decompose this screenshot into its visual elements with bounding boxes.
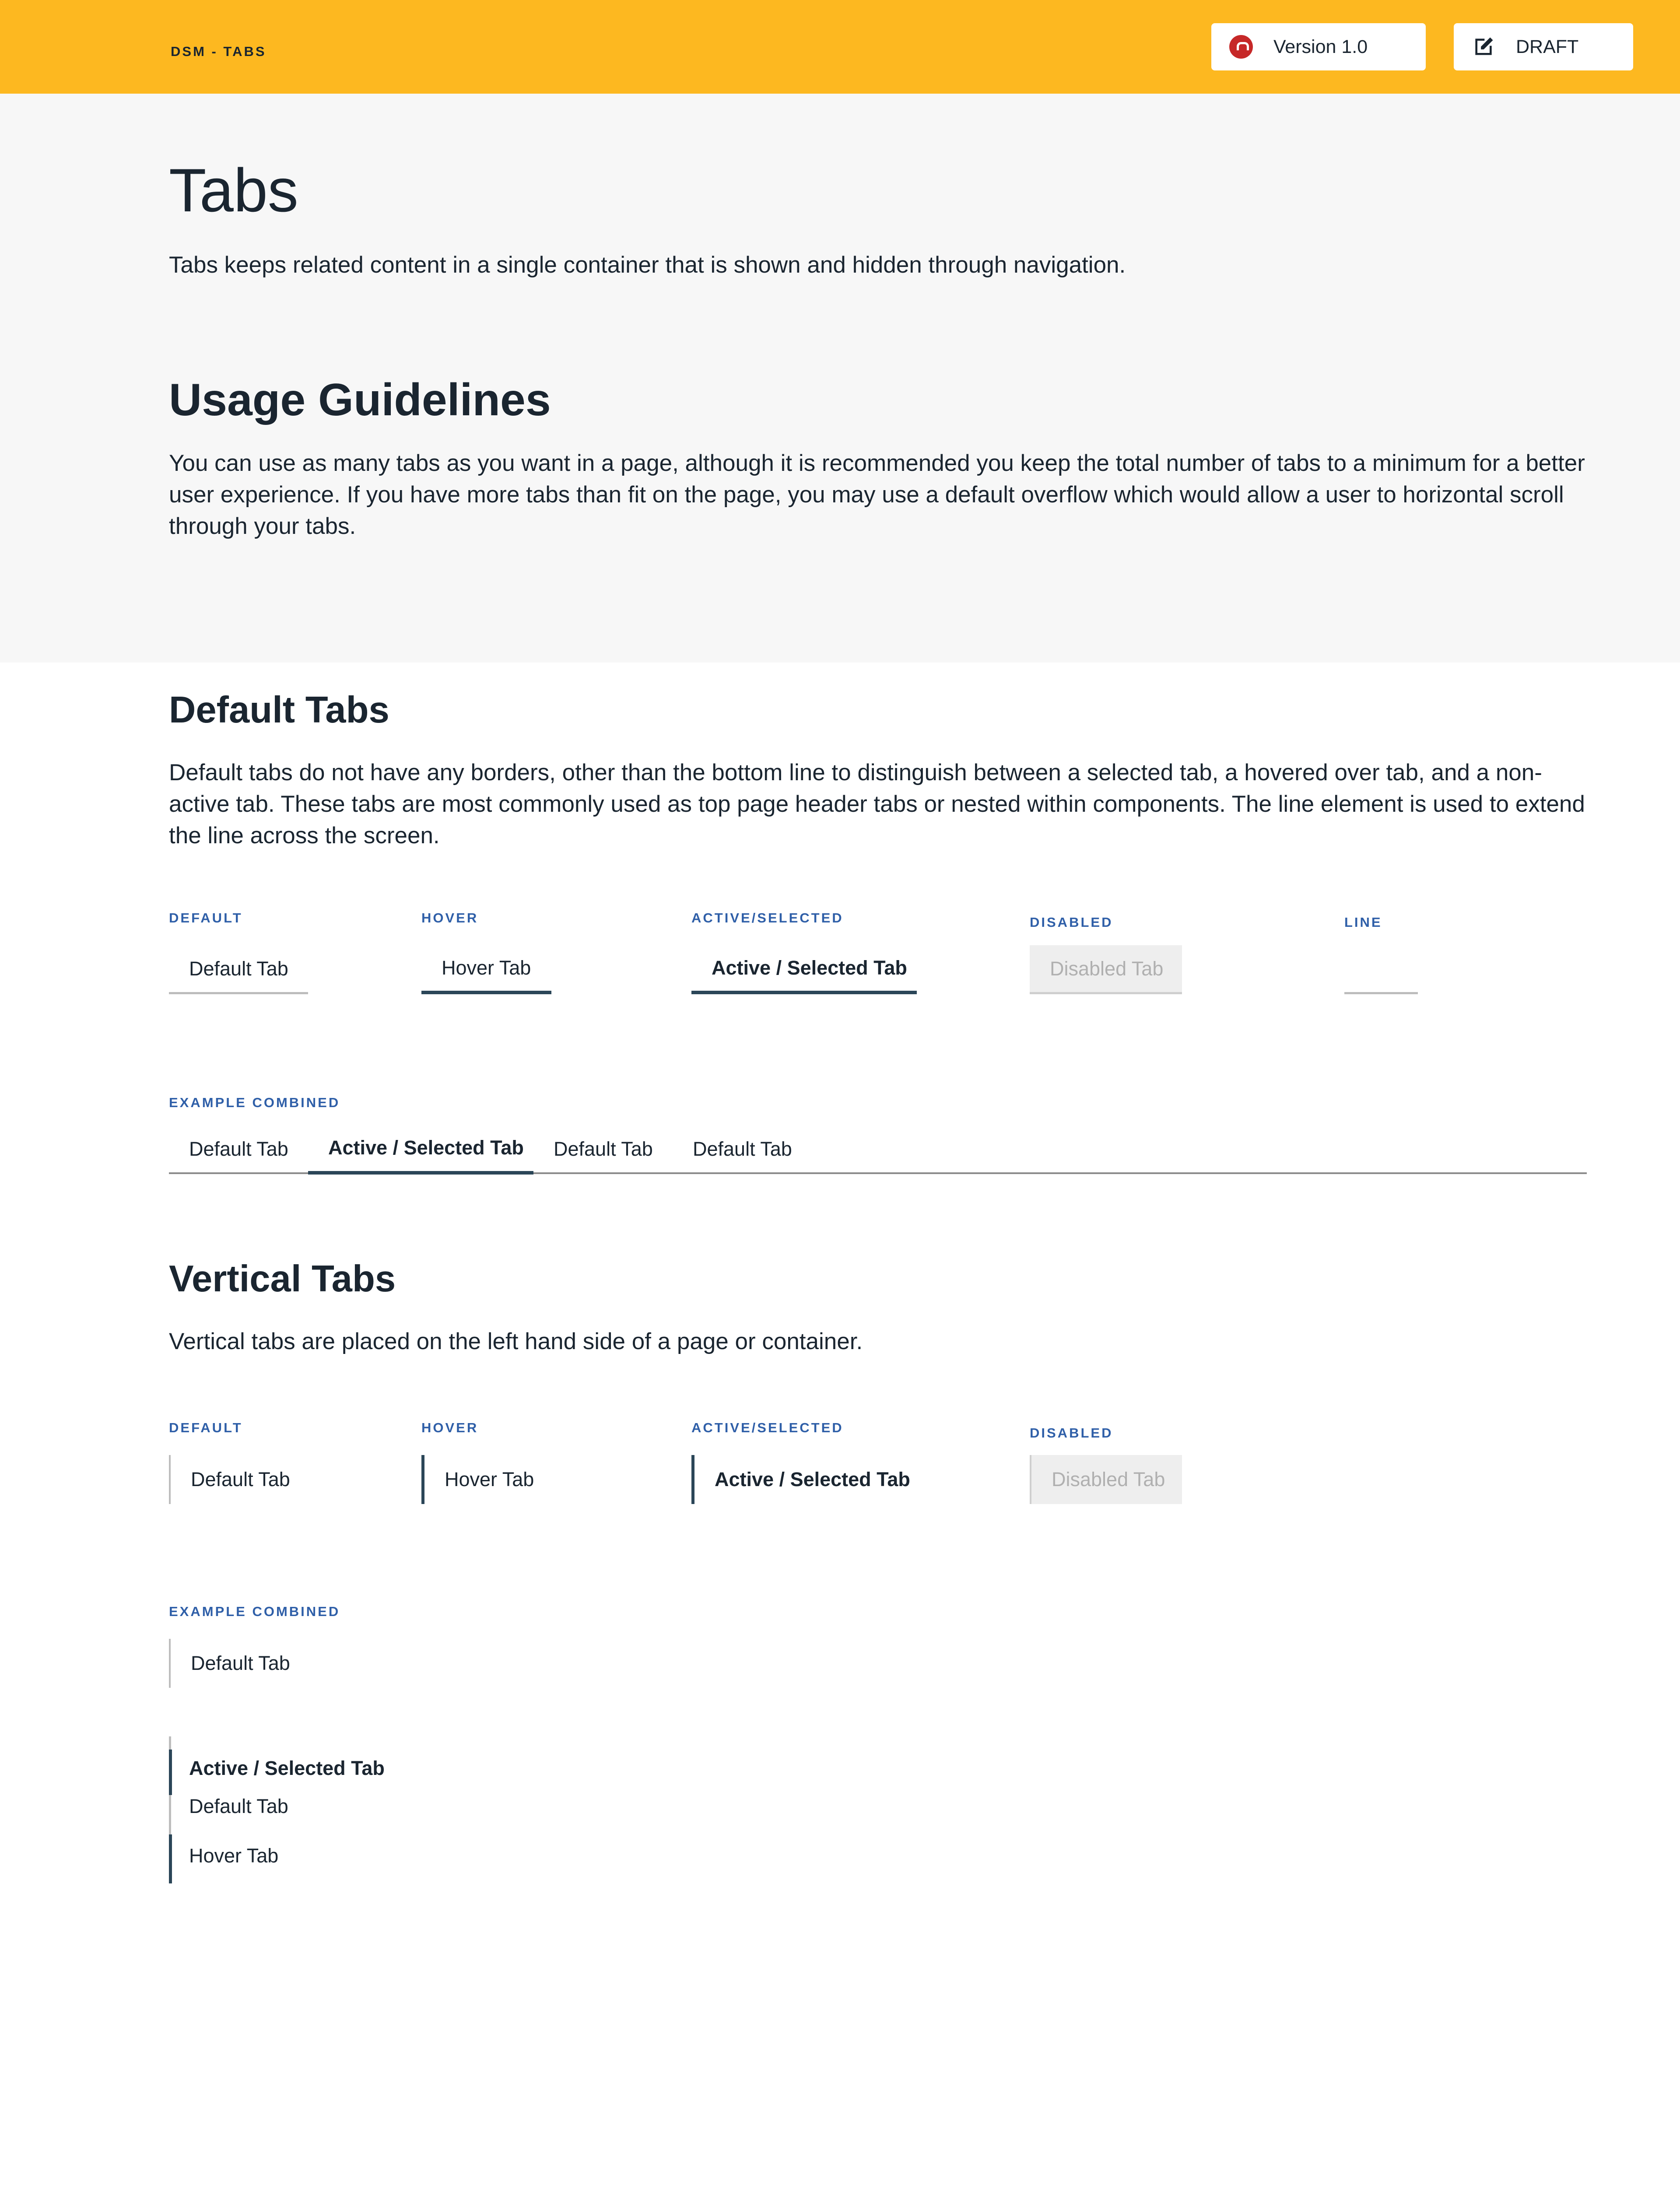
tab-label: Disabled Tab	[1050, 957, 1164, 980]
v-hover-state-label: HOVER	[421, 1420, 479, 1435]
tab-label: Default Tab	[189, 957, 288, 980]
tab-hover[interactable]	[421, 945, 551, 994]
vtab-active[interactable]	[691, 1455, 919, 1504]
draft-button[interactable]	[1454, 23, 1633, 70]
version-label: Version 1.0	[1273, 36, 1368, 57]
page-lead: Tabs keeps related content in a single container that is shown and hidden through navigation.	[169, 252, 1126, 278]
tab-label: Default Tab	[189, 1138, 288, 1160]
v-combined-rail-top	[169, 1736, 171, 1750]
active-state-label: ACTIVE/SELECTED	[691, 910, 844, 926]
v-combined-active-indicator	[169, 1750, 172, 1795]
tab-default[interactable]	[169, 945, 308, 994]
vtab-default[interactable]	[169, 1455, 309, 1504]
line-state-label: LINE	[1344, 915, 1382, 930]
version-button[interactable]	[1211, 23, 1426, 70]
disabled-state-label: DISABLED	[1030, 915, 1113, 930]
tab-label: Default Tab	[191, 1652, 290, 1674]
v-disabled-state-label: DISABLED	[1030, 1425, 1113, 1441]
v-combined-rail-mid	[169, 1795, 171, 1834]
tab-label: Active / Selected Tab	[189, 1757, 385, 1779]
v-combined-tab-4-hover[interactable]	[189, 1844, 278, 1867]
vertical-tabs-title: Vertical Tabs	[169, 1258, 396, 1300]
tab-label: Hover Tab	[189, 1844, 279, 1867]
line-element	[1344, 992, 1418, 994]
combined-label: EXAMPLE COMBINED	[169, 1095, 340, 1110]
tab-label: Active / Selected Tab	[712, 957, 907, 979]
v-combined-label: EXAMPLE COMBINED	[169, 1604, 340, 1619]
v-combined-tab-1[interactable]	[169, 1639, 309, 1688]
tab-label: Active / Selected Tab	[328, 1136, 524, 1159]
v-combined-tab-2-active[interactable]	[189, 1757, 385, 1780]
default-state-label: DEFAULT	[169, 910, 243, 926]
v-default-state-label: DEFAULT	[169, 1420, 243, 1435]
draft-label: DRAFT	[1516, 36, 1579, 57]
brand-title: DSM - TABS	[171, 44, 267, 59]
combined-tab-3[interactable]	[533, 1125, 673, 1174]
tab-label: Default Tab	[191, 1468, 290, 1490]
combined-tab-1[interactable]	[169, 1125, 308, 1174]
vertical-tabs-text: Vertical tabs are placed on the left hand side of a page or container.	[169, 1329, 863, 1354]
default-tabs-title: Default Tabs	[169, 689, 389, 731]
combined-tab-4[interactable]	[673, 1125, 812, 1174]
v-active-state-label: ACTIVE/SELECTED	[691, 1420, 844, 1435]
v-combined-hover-indicator	[169, 1834, 172, 1883]
tab-active[interactable]	[691, 945, 917, 994]
tab-label: Hover Tab	[442, 957, 531, 979]
default-tabs-text: Default tabs do not have any borders, other than the bottom line to distinguish between a selected tab, a hovered over tab, and a non-active tab. These tabs are most commonly used as top page header tabs or nested within components. The line element is used to extend the line across the screen.	[169, 760, 1585, 849]
top-bar	[0, 0, 1680, 94]
page-title: Tabs	[169, 156, 298, 224]
tab-label: Hover Tab	[445, 1468, 534, 1490]
vtab-hover[interactable]	[421, 1455, 553, 1504]
combined-tab-2-active[interactable]	[308, 1125, 533, 1175]
tab-label: Default Tab	[189, 1795, 288, 1817]
vtab-disabled	[1030, 1455, 1182, 1504]
hover-state-label: HOVER	[421, 910, 479, 926]
edit-icon	[1471, 35, 1496, 59]
v-combined-tab-3[interactable]	[189, 1795, 288, 1818]
tab-label: Active / Selected Tab	[715, 1468, 910, 1490]
tab-label: Default Tab	[693, 1138, 792, 1160]
version-status-icon	[1229, 35, 1253, 59]
tab-label: Default Tab	[554, 1138, 653, 1160]
tab-disabled	[1030, 945, 1182, 994]
usage-text: You can use as many tabs as you want in a page, although it is recommended you keep the total number of tabs to a minimum for a better user experience. If you have more tabs than fit on the page, you may use a default overflow which would allow a user to horizontal scroll through your tabs.	[169, 450, 1585, 539]
tab-label: Disabled Tab	[1052, 1468, 1165, 1490]
usage-title: Usage Guidelines	[169, 375, 551, 425]
